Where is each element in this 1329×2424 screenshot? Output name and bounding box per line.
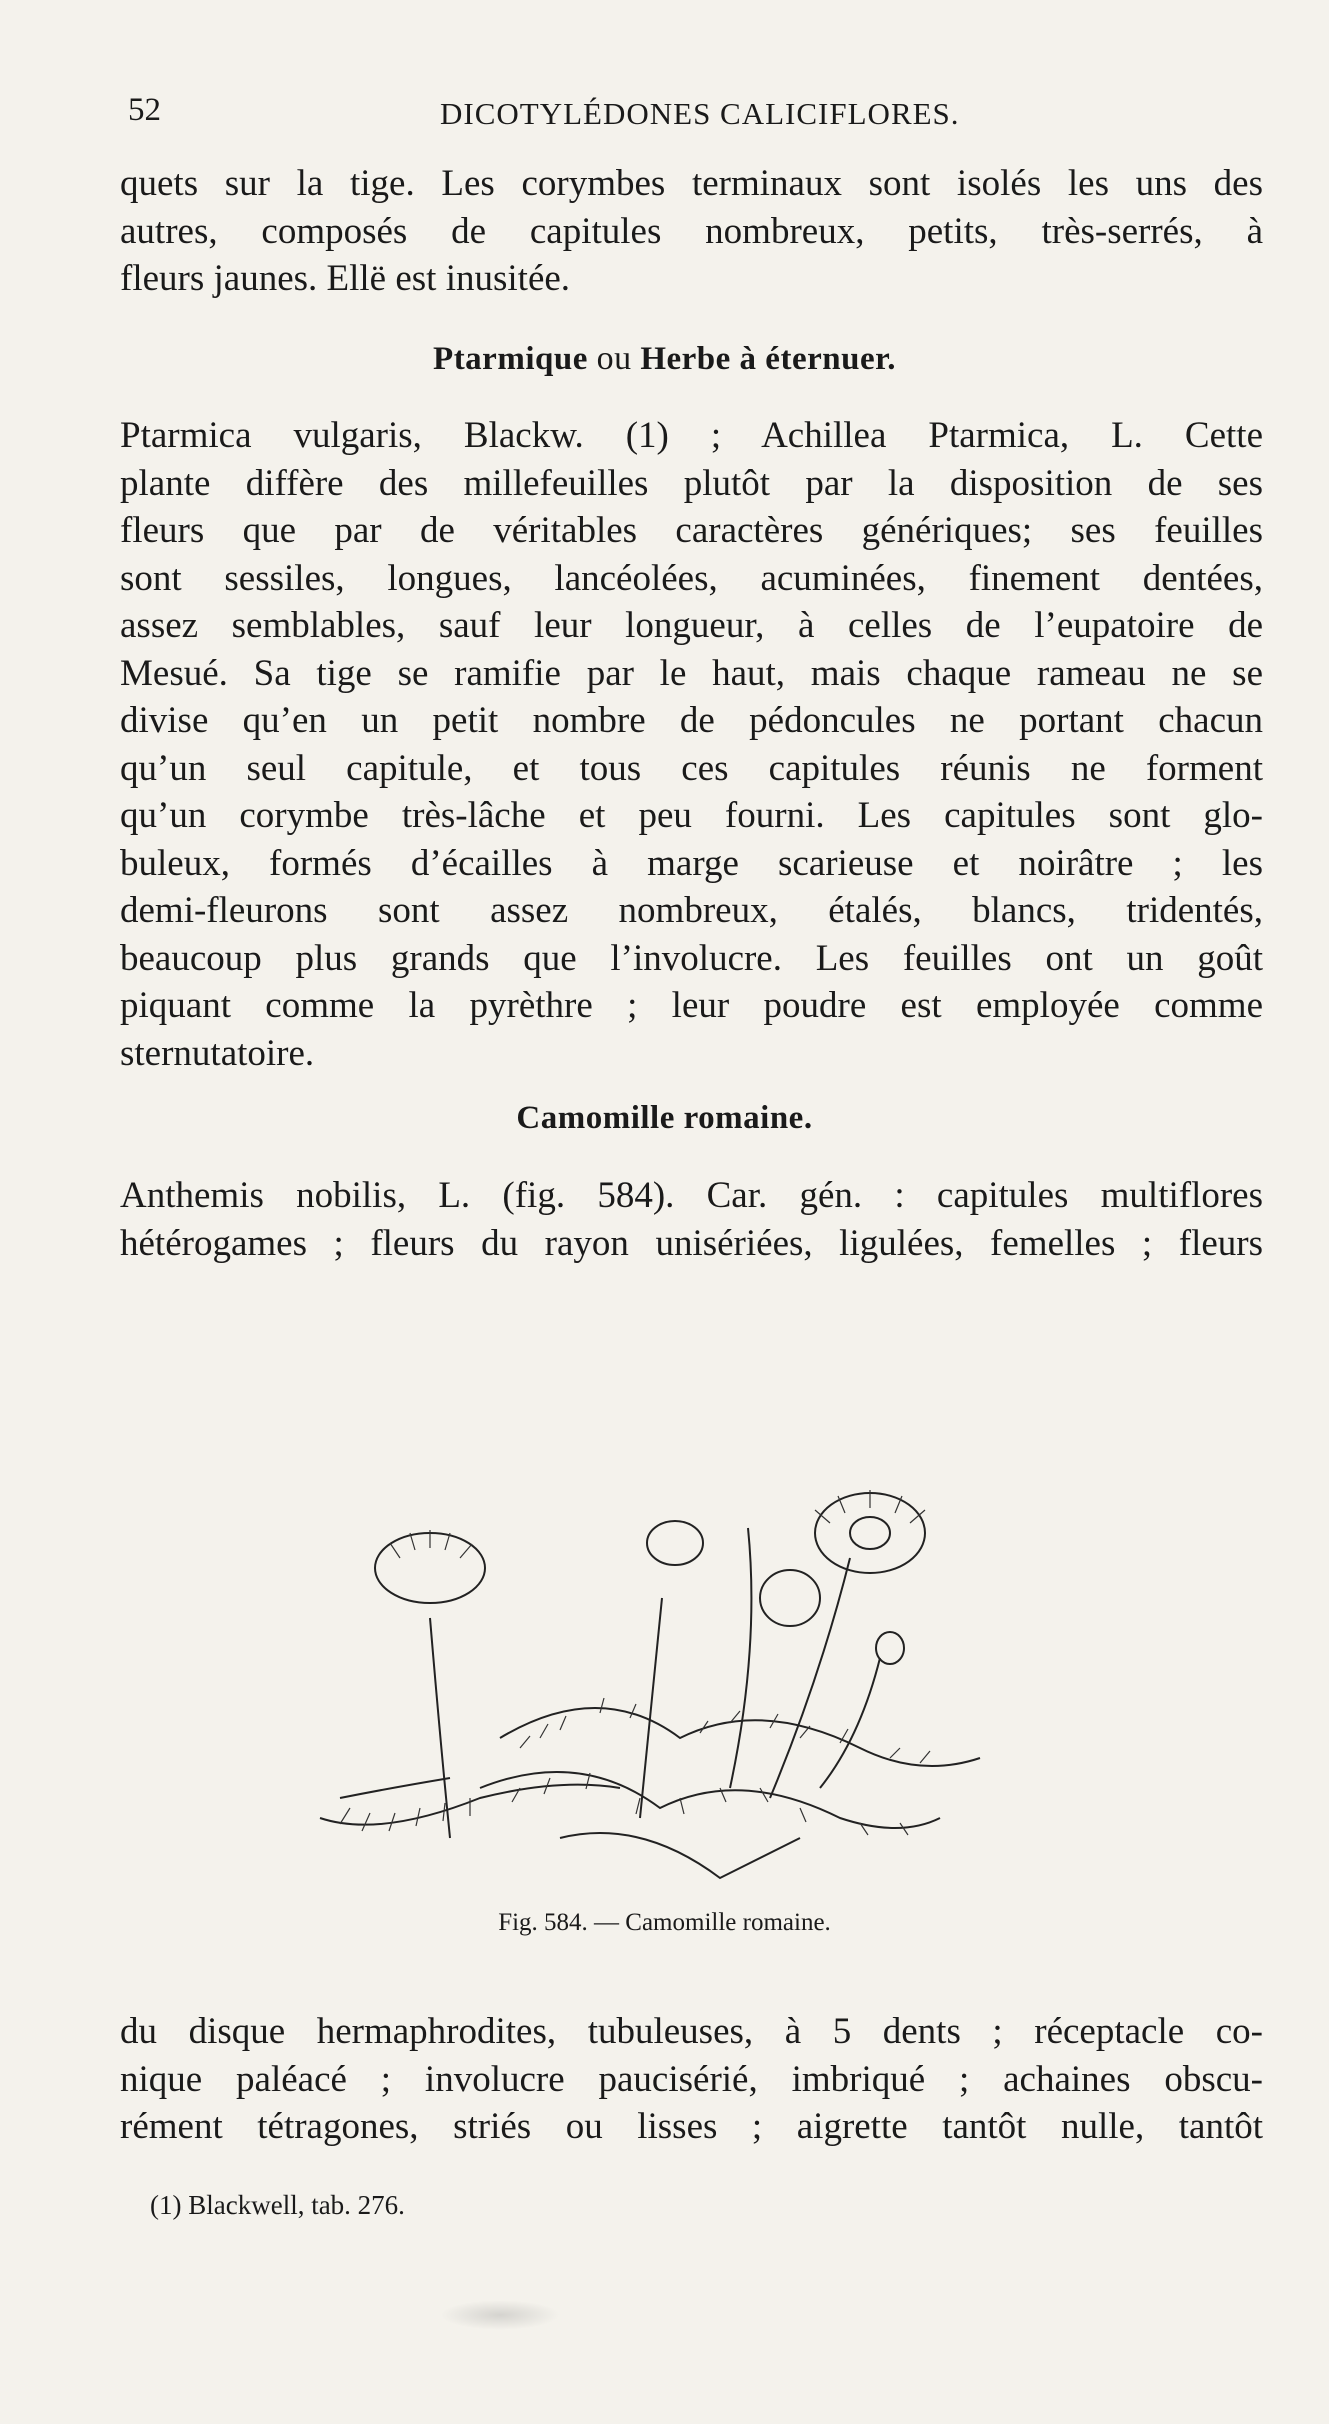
page-header [128, 92, 1263, 142]
text-line: du disque hermaphrodites, tubuleuses, à 5 dents ; réceptacle co- [120, 2011, 1263, 2052]
paragraph-camomille [120, 1172, 1263, 1267]
text-line: qu’un corymbe très-lâche et peu fourni. Les capitules sont glo- [120, 795, 1263, 836]
text-line: piquant comme la pyrèthre ; leur poudre est employée comme [120, 985, 1263, 1026]
text-line: demi-fleurons sont assez nombreux, étalés, blancs, tridentés, [120, 890, 1263, 931]
text-line: Anthemis nobilis, L. (fig. 584). Car. gén. : capitules multiflores [120, 1175, 1263, 1216]
text-line: quets sur la tige. Les corymbes terminaux sont isolés les uns des [120, 163, 1263, 204]
paragraph-ptarmique [120, 412, 1263, 1077]
text-line: assez semblables, sauf leur longueur, à celles de l’eupatoire de [120, 605, 1263, 646]
text-line: qu’un seul capitule, et tous ces capitules réunis ne forment [120, 747, 1263, 789]
paragraph-continuation [120, 160, 1263, 303]
page-number: 52 [128, 92, 161, 128]
plant-engraving [300, 1318, 1060, 1908]
text-line: sont sessiles, longues, lancéolées, acuminées, finement dentées, [120, 557, 1263, 599]
text-line: rément tétragones, striés ou lisses ; aigrette tantôt nulle, tantôt [120, 2106, 1263, 2147]
heading-part: Herbe à éternuer. [640, 341, 896, 377]
text-line: buleux, formés d’écailles à marge scarieuse et noirâtre ; les [120, 842, 1263, 884]
figure-caption: Fig. 584. — Camomille romaine. [498, 1909, 831, 1936]
text-line: Ptarmica vulgaris, Blackw. (1) ; Achillea Ptarmica, L. Cette [120, 415, 1263, 456]
text-line: autres, composés de capitules nombreux, petits, très-serrés, à [120, 210, 1263, 252]
heading-part: Ptarmique [433, 341, 588, 377]
text-line: beaucoup plus grands que l’involucre. Les feuilles ont un goût [120, 937, 1263, 979]
text-line: Mesué. Sa tige se ramifie par le haut, mais chaque rameau ne se [120, 652, 1263, 694]
text-line: hétérogames ; fleurs du rayon unisériées, ligulées, femelles ; fleurs [120, 1222, 1263, 1264]
footnote: (1) Blackwell, tab. 276. [150, 2190, 405, 2220]
paper-smudge [440, 2300, 560, 2330]
text-line: fleurs que par de véritables caractères génériques; ses feuilles [120, 510, 1263, 551]
section-heading-ptarmique [0, 340, 1329, 378]
paragraph-camomille-continued [120, 2008, 1263, 2151]
text-line: plante diffère des millefeuilles plutôt par la disposition de ses [120, 462, 1263, 504]
text-line: sternutatoire. [120, 1032, 315, 1074]
figure-camomille-illustration [300, 1318, 1060, 1908]
running-head: DICOTYLÉDONES CALICIFLORES. [440, 96, 960, 131]
text-line: nique paléacé ; involucre paucisérié, imbriqué ; achaines obscu- [120, 2058, 1263, 2100]
text-line: divise qu’en un petit nombre de pédoncules ne portant chacun [120, 700, 1263, 741]
section-heading-camomille: Camomille romaine. [516, 1100, 813, 1136]
text-line: fleurs jaunes. Ellë est inusitée. [120, 258, 571, 299]
heading-connector: ou [596, 340, 632, 377]
